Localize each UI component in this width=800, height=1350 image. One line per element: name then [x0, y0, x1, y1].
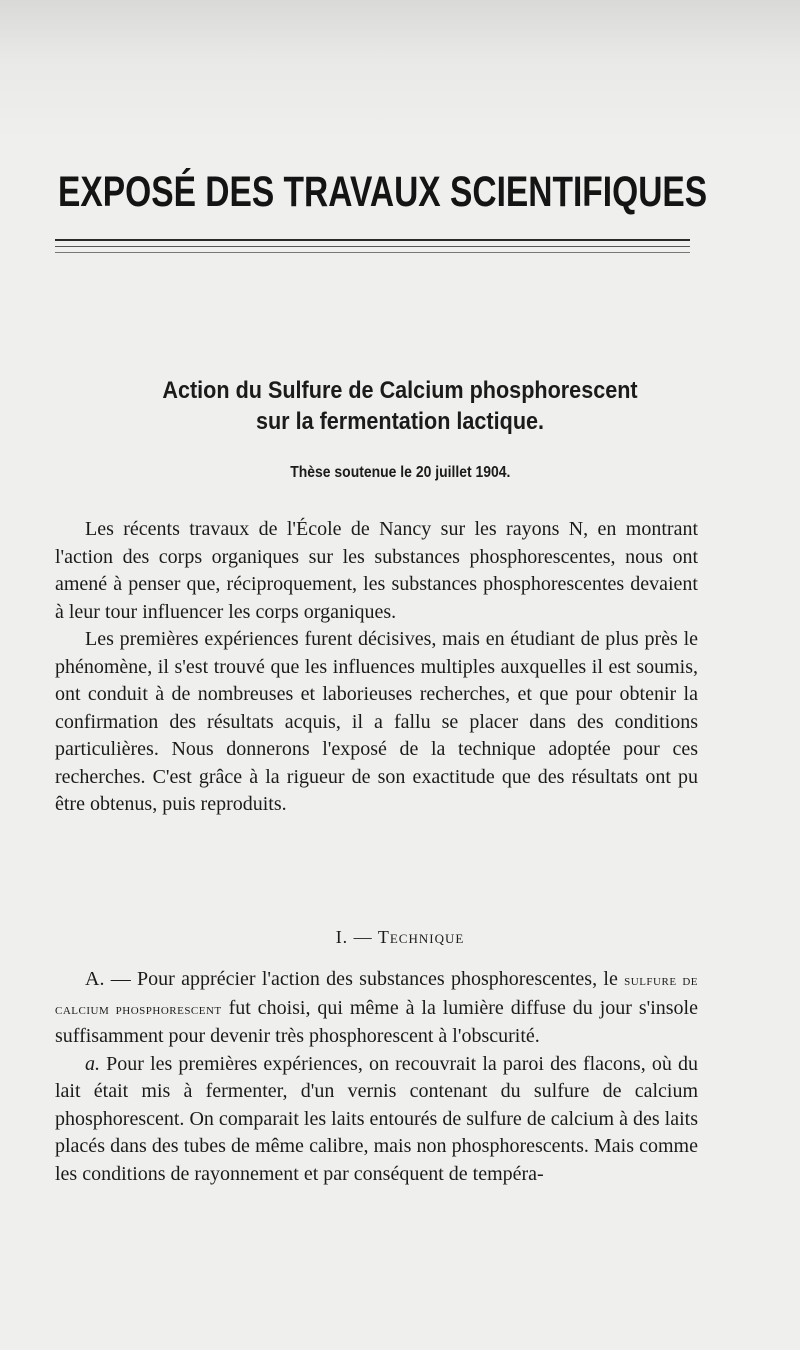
technique-paragraph-a-end: fut choisi, qui même à la lumière diffuse du jour s'insole suffisamment pour devenir très phosphorescent à l'obscurité. [55, 996, 698, 1047]
title-rule-middle [55, 246, 690, 247]
intro-paragraph-2: Les premières expériences furent décisives, mais en étudiant de plus près le phénomène, il s'est trouvé que les influences multiples auxquelles il est soumis, ont conduit à de nombreuses et laborieuses recherches, et que pour obtenir la confirmation des résultats acquis, il a fallu se placer dans des conditions particulières. Nous donnerons l'exposé de la technique adoptée pour ces recherches. C'est grâce à la rigueur de son exactitude que des résultats ont pu être obtenus, puis reproduits. [55, 628, 698, 815]
intro-body [55, 516, 698, 819]
title-rule-top [55, 239, 690, 241]
section-title-line-2: sur la fermentation lactique. [255, 408, 545, 435]
technique-heading [0, 927, 800, 948]
technique-paragraph-a [55, 966, 698, 1051]
sulfure-smallcaps: sulfure de calcium phosphorescent [55, 972, 699, 1018]
main-title: EXPOSÉ DES TRAVAUX SCIENTIFIQUES [58, 168, 708, 216]
technique-paragraph-a-start: A. — Pour apprécier l'action des substances phosphorescentes, le [85, 968, 625, 990]
technique-heading-text: I. — Technique [335, 927, 465, 947]
section-title-line-1: Action du Sulfure de Calcium phosphorescent [162, 377, 638, 404]
intro-paragraph-1: Les récents travaux de l'École de Nancy sur les rayons N, en montrant l'action des corps organiques sur les substances phosphorescentes, nous ont amené à penser que, réciproquement, les substances phosphorescentes devaient à leur tour influencer les corps organiques. [55, 518, 698, 623]
thesis-note [0, 464, 800, 482]
technique-body [55, 966, 698, 1188]
technique-paragraph-alpha-text: Pour les premières expériences, on recouvrait la paroi des flacons, où du lait était mis à fermenter, d'un vernis contenant du sulfure de calcium phosphorescent. On comparait les laits entourés de sulfure de calcium à des laits placés dans des tubes de même calibre, mais non phosphorescents. Mais comme les conditions de rayonnement et par conséquent de tempéra- [55, 1052, 698, 1185]
thesis-note-text: Thèse soutenue le 20 juillet 1904. [289, 464, 511, 481]
technique-paragraph-alpha [55, 1051, 698, 1189]
section-title [94, 375, 706, 437]
alpha-label: a. [85, 1052, 100, 1075]
title-rule-bottom [55, 252, 690, 253]
